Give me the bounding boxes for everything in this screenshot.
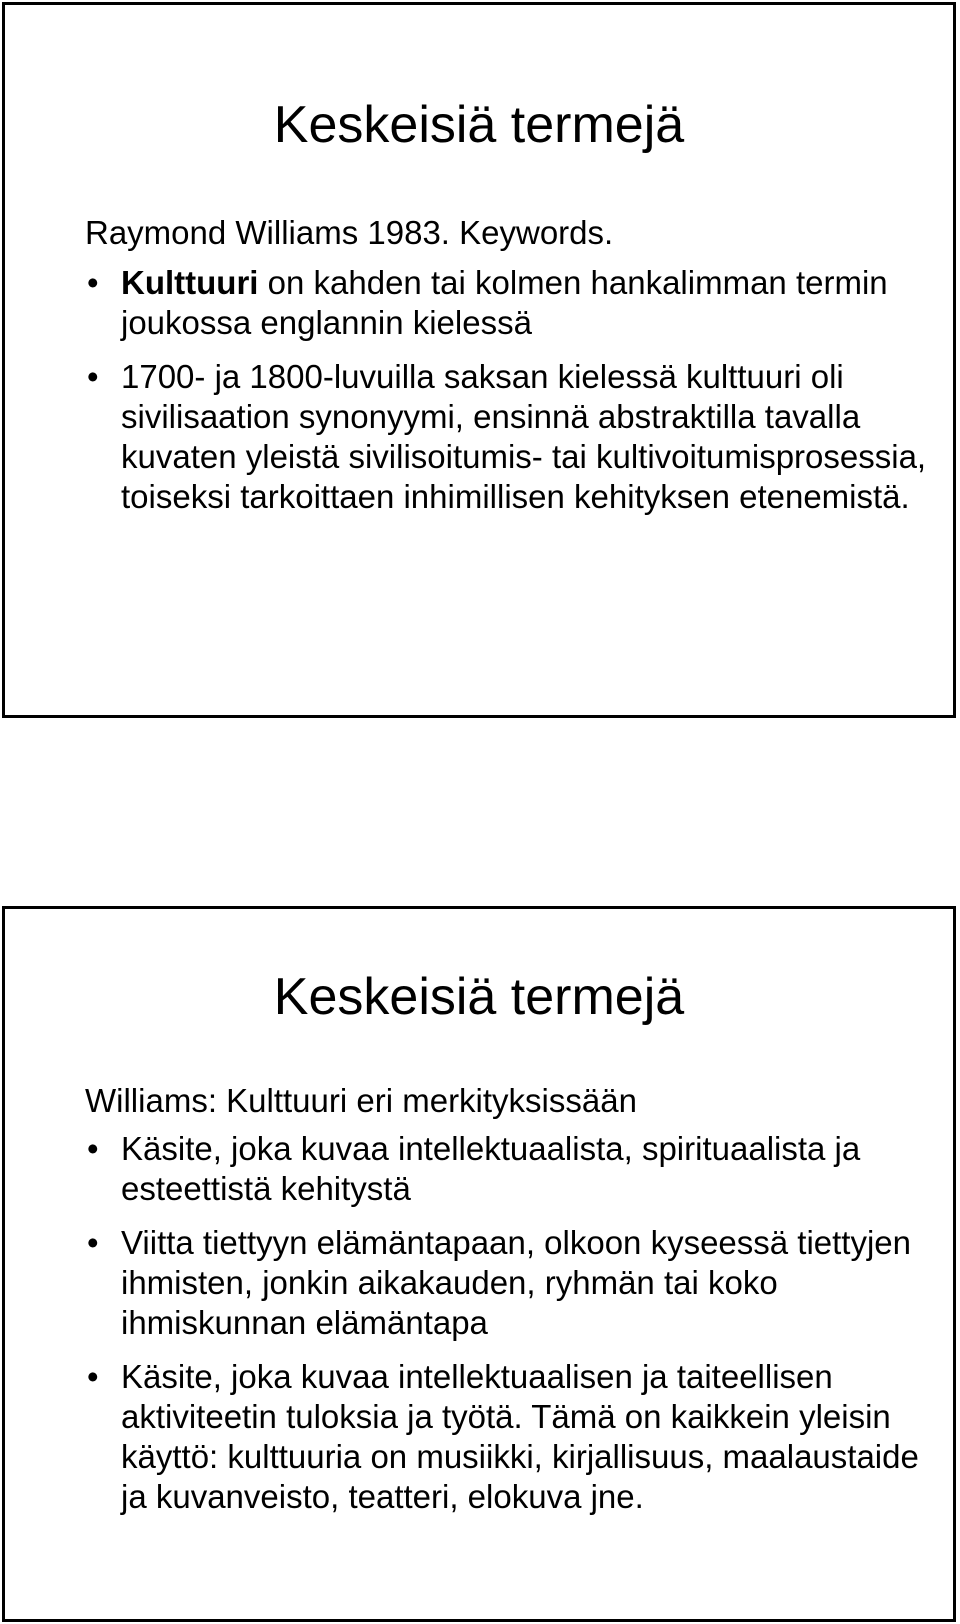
list-item xyxy=(87,263,933,343)
term-bold: Kulttuuri xyxy=(121,264,259,301)
list-item xyxy=(87,1223,933,1343)
bullet-text: Viitta tiettyyn elämäntapaan, olkoon kyseessä tiettyjen ihmisten, jonkin aikakauden, ryhmän tai koko ihmiskunnan elämäntapa xyxy=(121,1224,912,1341)
slide-1 xyxy=(2,2,956,718)
bullet-list xyxy=(87,263,933,517)
slide-subtitle: Williams: Kulttuuri eri merkityksissään xyxy=(85,1082,637,1119)
bullet-text: Käsite, joka kuvaa intellektuaalista, spirituaalista ja esteettistä kehitystä xyxy=(121,1130,861,1207)
slide-title: Keskeisiä termejä xyxy=(273,96,685,154)
bullet-icon: • xyxy=(87,1358,99,1395)
bullet-text: 1700- ja 1800-luvuilla saksan kielessä kulttuuri oli sivilisaation synonyymi, ensinnä abstraktilla tavalla kuvaten yleistä sivilisoitumis- tai kultivoitumisprosessia, toiseksi tarkoittaen inhimillisen kehityksen etenemistä. xyxy=(121,358,927,515)
list-item xyxy=(87,1129,933,1209)
bullet-icon: • xyxy=(87,358,99,395)
bullet-icon: • xyxy=(87,1130,99,1167)
bullet-icon: • xyxy=(87,264,99,301)
bullet-text: Käsite, joka kuvaa intellektuaalisen ja taiteellisen aktiviteetin tuloksia ja työtä. Tämä on kaikkein yleisin käyttö: kulttuuria on musiikki, kirjallisuus, maalaustaide ja kuvanveisto, teatteri, elokuva jne. xyxy=(121,1358,919,1515)
slide-subtitle: Raymond Williams 1983. Keywords. xyxy=(85,214,614,251)
slide-title: Keskeisiä termejä xyxy=(273,968,685,1026)
bullet-icon: • xyxy=(87,1224,99,1261)
slide-2 xyxy=(2,906,956,1622)
bullet-text: on kahden tai kolmen hankalimman termin joukossa englannin kielessä xyxy=(121,264,888,341)
list-item xyxy=(87,357,933,517)
bullet-list xyxy=(87,1129,933,1517)
list-item xyxy=(87,1357,933,1517)
